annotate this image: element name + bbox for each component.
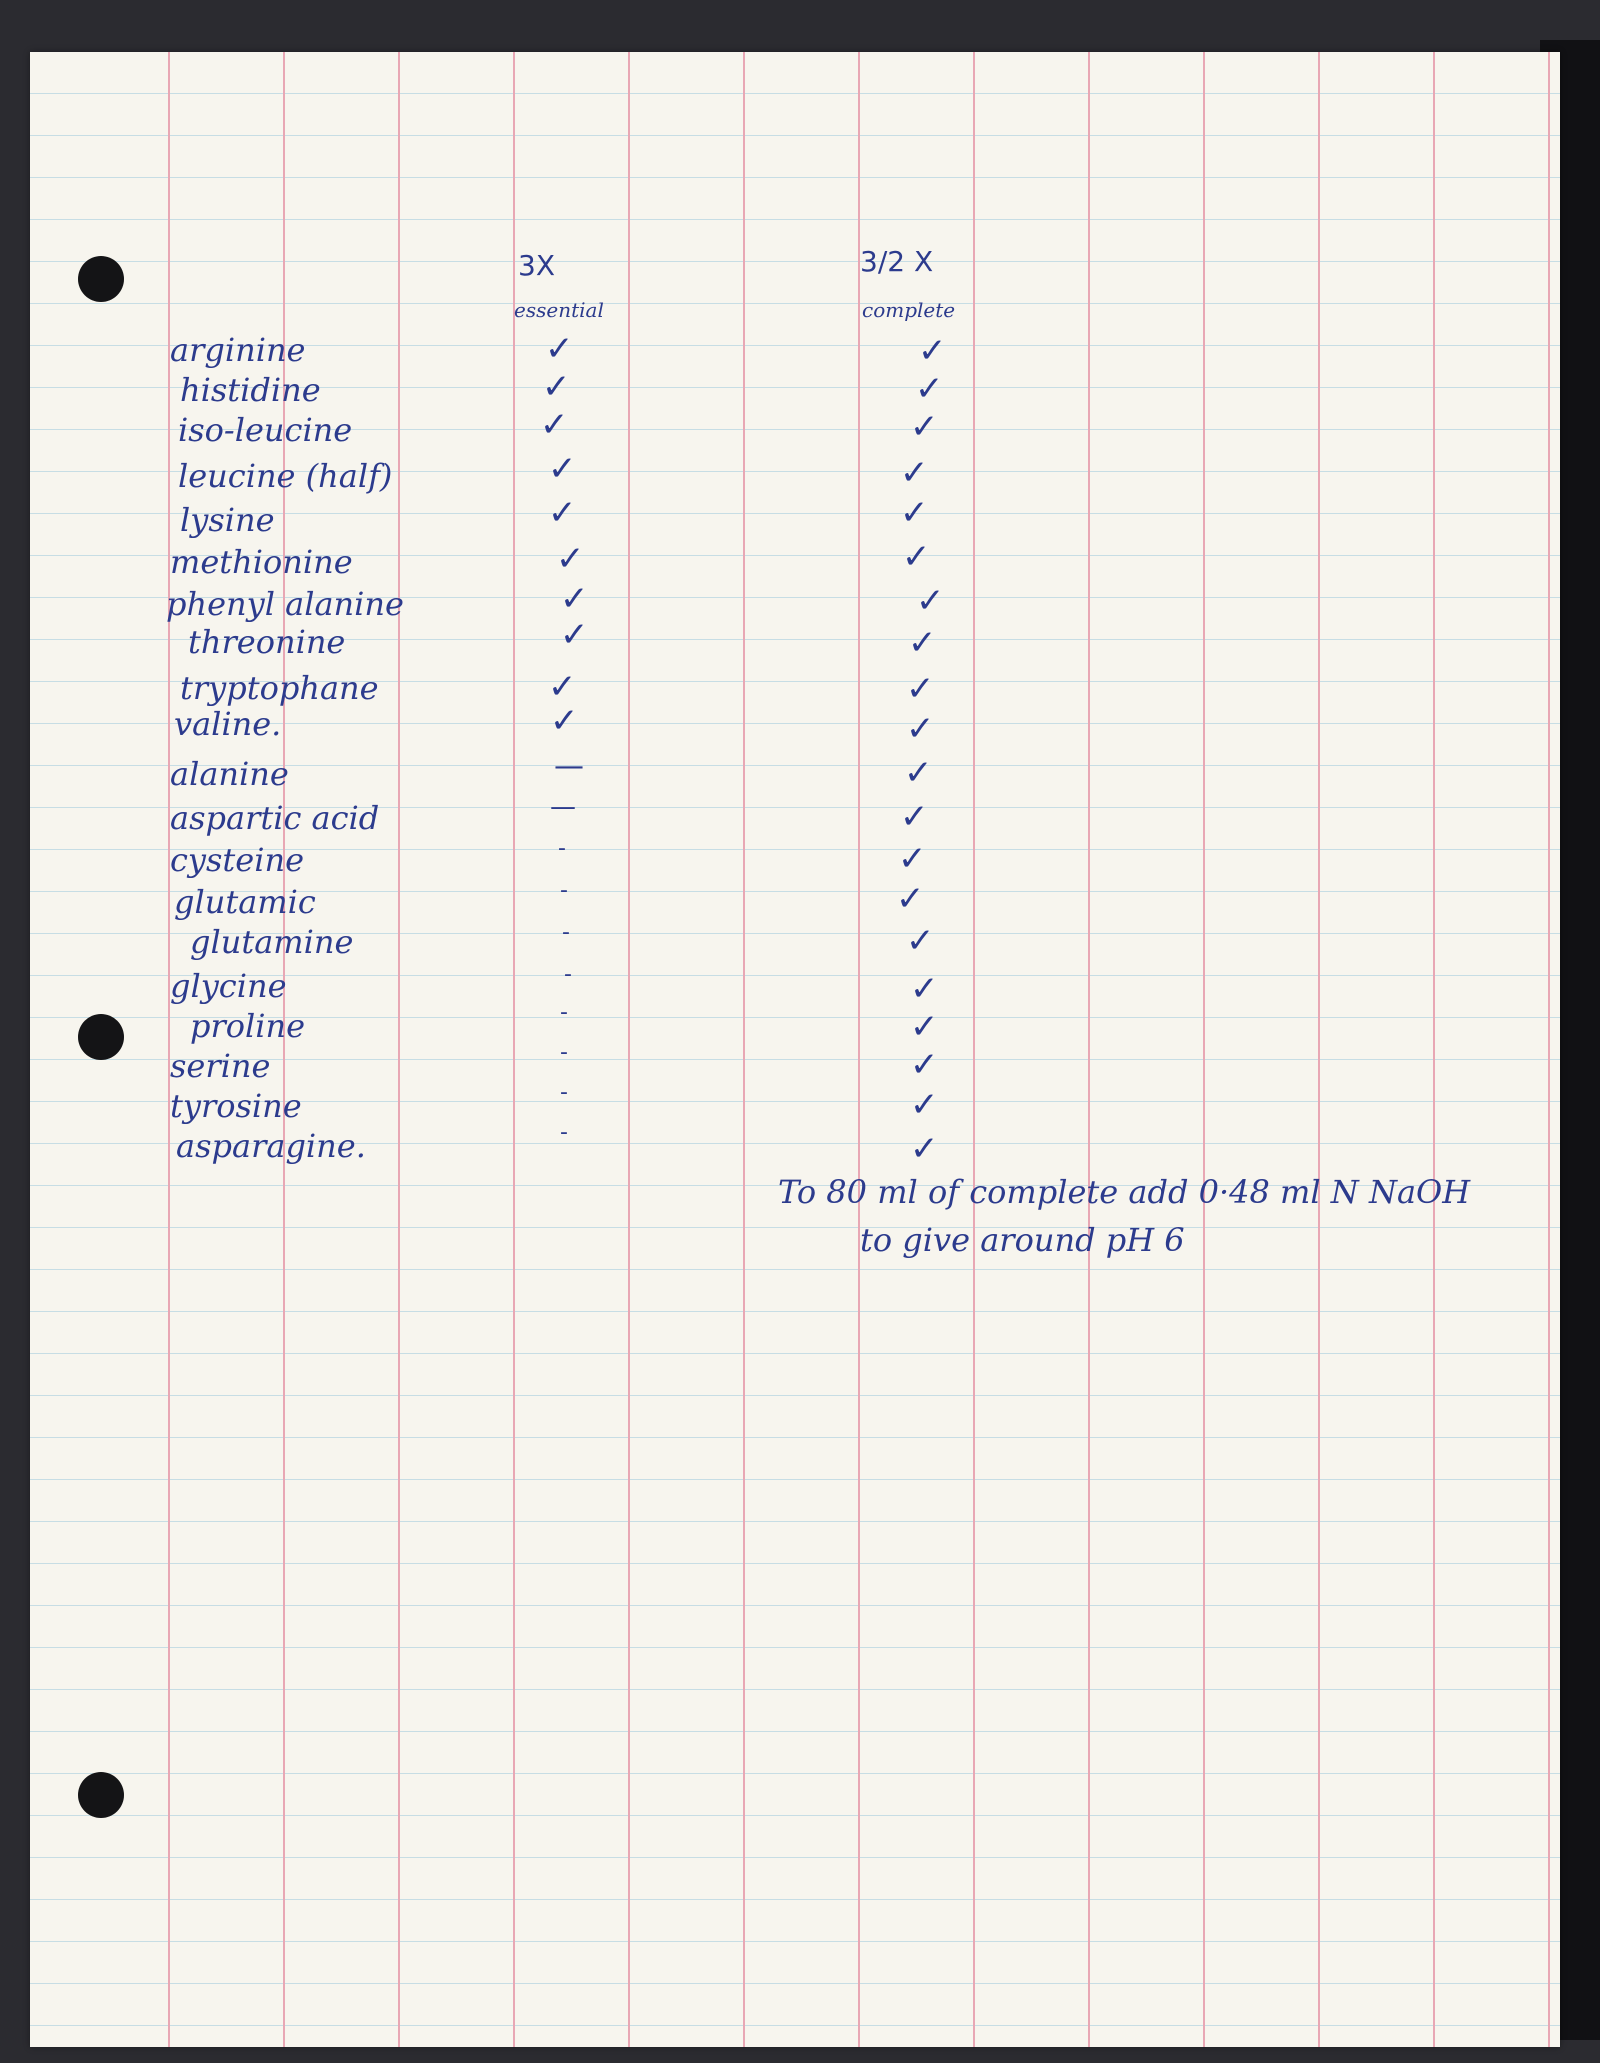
- essential-dash: -: [560, 1120, 568, 1145]
- margin-rule: [1318, 52, 1320, 2047]
- essential-dash: -: [562, 920, 570, 945]
- column-subheading-complete: complete: [862, 298, 956, 322]
- amino-acid-name: glutamine: [190, 923, 354, 961]
- amino-acid-name: glycine: [170, 967, 287, 1005]
- essential-dash: -: [560, 1000, 568, 1025]
- essential-dash: -: [560, 878, 568, 903]
- margin-rule: [513, 52, 515, 2047]
- complete-check: ✓: [910, 1007, 939, 1047]
- amino-acid-name: lysine: [180, 501, 275, 539]
- amino-acid-name: proline: [190, 1007, 306, 1045]
- essential-dash: -: [564, 962, 572, 987]
- amino-acid-name: valine.: [174, 705, 282, 743]
- complete-check: ✓: [904, 753, 933, 793]
- essential-check: ✓: [560, 615, 589, 655]
- complete-check: ✓: [908, 623, 937, 663]
- margin-rule: [858, 52, 860, 2047]
- amino-acid-name: tyrosine: [170, 1087, 302, 1125]
- column-heading-complete: 3/2 X: [860, 245, 934, 278]
- essential-dash: -: [560, 1040, 568, 1065]
- essential-check: ✓: [550, 701, 579, 741]
- note-line-1: To 80 ml of complete add 0·48 ml N NaOH: [778, 1173, 1471, 1211]
- essential-check: ✓: [560, 579, 589, 619]
- margin-rule: [743, 52, 745, 2047]
- column-heading-essential: 3X: [518, 249, 555, 282]
- amino-acid-name: leucine (half): [178, 457, 393, 495]
- complete-check: ✓: [906, 709, 935, 749]
- margin-rule: [1433, 52, 1435, 2047]
- essential-check: ✓: [548, 493, 577, 533]
- complete-check: ✓: [906, 669, 935, 709]
- note-line-2: to give around pH 6: [860, 1221, 1185, 1259]
- complete-check: ✓: [896, 879, 925, 919]
- complete-check: ✓: [910, 407, 939, 447]
- essential-dash: -: [558, 836, 566, 861]
- margin-rule: [1203, 52, 1205, 2047]
- complete-check: ✓: [902, 537, 931, 577]
- punch-hole: [78, 1014, 124, 1060]
- complete-check: ✓: [910, 1085, 939, 1125]
- complete-check: ✓: [916, 581, 945, 621]
- amino-acid-name: aspartic acid: [170, 799, 380, 837]
- essential-check: ✓: [548, 667, 577, 707]
- margin-rule: [398, 52, 400, 2047]
- amino-acid-name: glutamic: [174, 883, 316, 921]
- amino-acid-name: arginine: [170, 331, 306, 369]
- complete-check: ✓: [910, 1129, 939, 1169]
- amino-acid-name: serine: [170, 1047, 271, 1085]
- complete-check: ✓: [900, 493, 929, 533]
- amino-acid-name: cysteine: [170, 841, 304, 879]
- complete-check: ✓: [898, 839, 927, 879]
- complete-check: ✓: [910, 969, 939, 1009]
- complete-check: ✓: [910, 1045, 939, 1085]
- essential-check: ✓: [545, 329, 574, 369]
- column-subheading-essential: essential: [514, 298, 604, 322]
- amino-acid-name: methionine: [170, 543, 353, 581]
- amino-acid-name: threonine: [188, 623, 346, 661]
- essential-dash: -: [560, 1080, 568, 1105]
- complete-check: ✓: [906, 921, 935, 961]
- essential-check: ✓: [548, 449, 577, 489]
- amino-acid-name: iso-leucine: [178, 411, 353, 449]
- essential-check: ✓: [542, 367, 571, 407]
- essential-dash: —: [554, 749, 584, 784]
- complete-check: ✓: [918, 331, 947, 371]
- complete-check: ✓: [915, 369, 944, 409]
- margin-rule: [1548, 52, 1550, 2047]
- margin-rule: [1088, 52, 1090, 2047]
- amino-acid-name: asparagine.: [176, 1127, 366, 1165]
- amino-acid-name: histidine: [180, 371, 321, 409]
- punch-hole: [78, 256, 124, 302]
- margin-rule: [973, 52, 975, 2047]
- amino-acid-name: alanine: [170, 755, 289, 793]
- complete-check: ✓: [900, 453, 929, 493]
- margin-rule: [628, 52, 630, 2047]
- essential-check: ✓: [540, 405, 569, 445]
- punch-hole: [78, 1772, 124, 1818]
- amino-acid-name: tryptophane: [180, 669, 379, 707]
- amino-acid-name: phenyl alanine: [166, 585, 404, 623]
- complete-check: ✓: [900, 797, 929, 837]
- essential-dash: —: [550, 792, 576, 822]
- notebook-page: [30, 52, 1560, 2047]
- essential-check: ✓: [556, 539, 585, 579]
